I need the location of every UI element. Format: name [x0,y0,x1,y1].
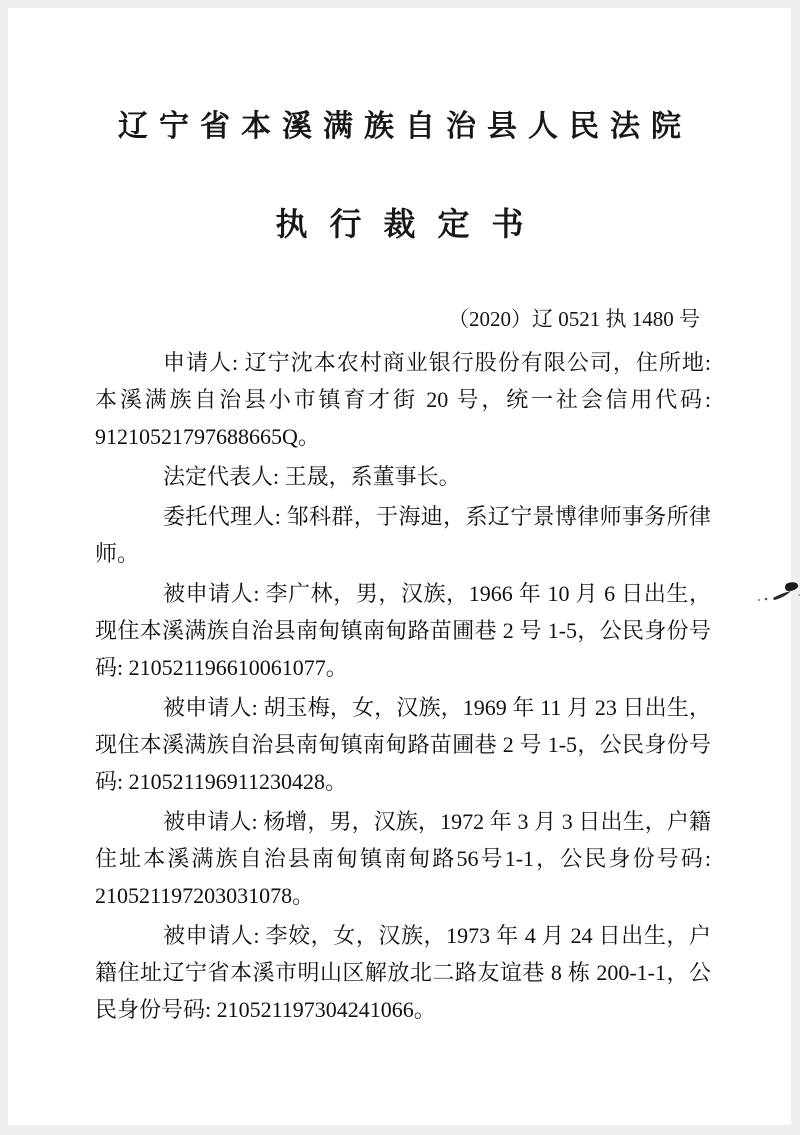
court-name-title: 辽宁省本溪满族自治县人民法院 [118,110,692,143]
ink-smudge-mark [753,576,800,610]
paragraph-respondent-1: 被申请人: 李广林，男，汉族，1966 年 10 月 6 日出生，现住本溪满族自治县南甸镇南甸路苗圃巷 2 号 1-5，公民身份号码: 210521196610061077。 [95,581,711,680]
paragraph-respondent-3: 被申请人: 杨增，男，汉族，1972 年 3 月 3 日出生，户籍住址本溪满族自治县南甸镇南甸路56号1-1，公民身份号码: 210521197203031078。 [95,809,711,908]
paragraph-respondent-4: 被申请人: 李姣，女，汉族，1973 年 4 月 24 日出生，户籍住址辽宁省本溪市明山区解放北二路友谊巷 8 栋 200-1-1，公民身份号码: 210521197304241066。 [95,923,711,1022]
paragraph-attorneys: 委托代理人: 邹科群，于海迪，系辽宁景博律师事务所律师。 [95,504,711,566]
document-type-title: 执行裁定书 [275,206,546,242]
paragraph-legal-representative: 法定代表人: 王晟，系董事长。 [163,464,461,489]
case-number: （2020）辽 0521 执 1480 号 [448,307,700,331]
document-page [8,8,791,1125]
paragraph-applicant: 申请人: 辽宁沈本农村商业银行股份有限公司，住所地: 本溪满族自治县小市镇育才街 20 号，统一社会信用代码: 91210521797688665Q。 [95,350,711,449]
paragraph-respondent-2: 被申请人: 胡玉梅，女，汉族，1969 年 11 月 23 日出生，现住本溪满族自治县南甸镇南甸路苗圃巷 2 号 1-5，公民身份号码: 210521196911230428。 [95,695,711,794]
document-body [95,344,711,1031]
